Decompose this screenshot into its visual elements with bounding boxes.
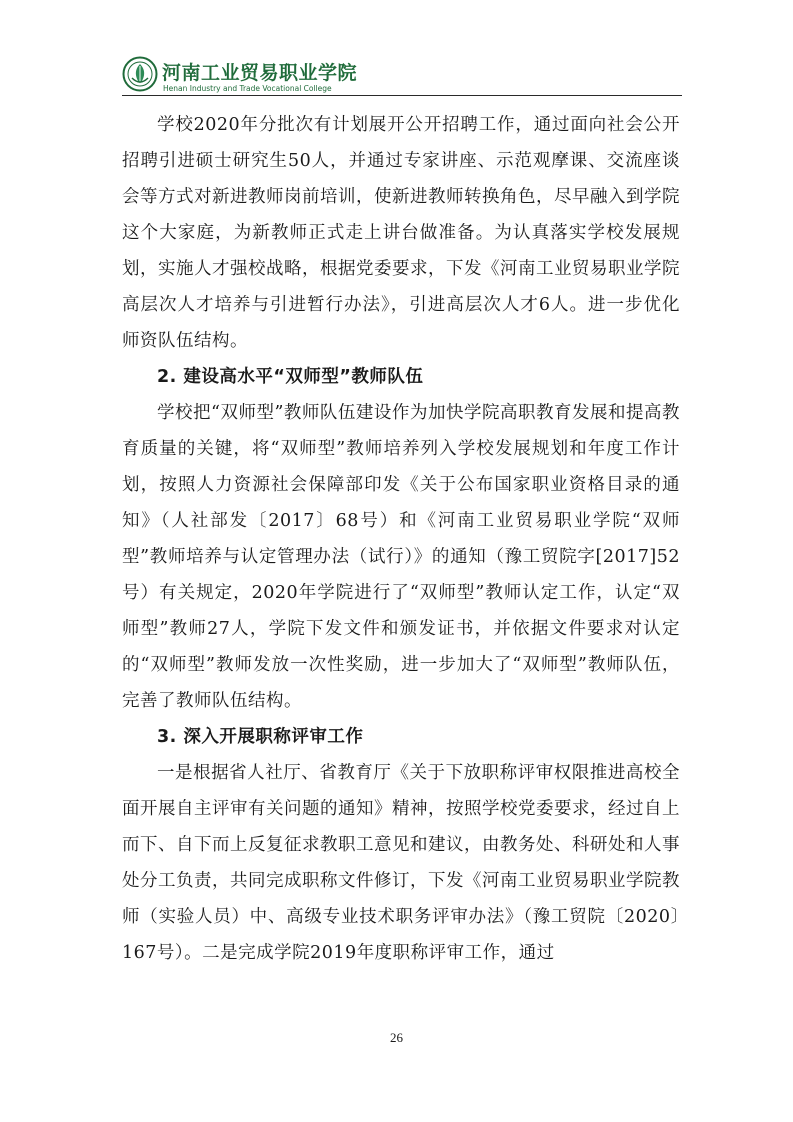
section-heading-2: 2. 建设高水平“双师型”教师队伍 [157, 367, 424, 387]
section-heading-3: 3. 深入开展职称评审工作 [157, 727, 364, 747]
school-name-cn: 河南工业贸易职业学院 [162, 62, 358, 84]
school-name-en: Henan Industry and Trade Vocational College [163, 84, 332, 93]
header-divider [122, 95, 682, 96]
paragraph-title-review: 一是根据省人社厅、省教育厅《关于下放职称评审权限推进高校全面开展自主评审有关问题的通知》精神，按照学校党委要求，经过自上而下、自下而上反复征求教职工意见和建议，由教务处、科研处和人事处分工负责，共同完成职称文件修订，下发《河南工业贸易职业学院教师（实验人员）中、高级专业技术职务评审办法》（豫工贸院〔2020〕167号）。二是完成学院2019年度职称评审工作，通过 [122, 763, 680, 963]
paragraph-dual-teacher: 学校把“双师型”教师队伍建设作为加快学院高职教育发展和提高教育质量的关键，将“双师型”教师培养列入学校发展规划和年度工作计划，按照人力资源社会保障部印发《关于公布国家职业资格目录的通知》（人社部发〔2017〕68号）和《河南工业贸易职业学院“双师型”教师培养与认定管理办法（试行）》的通知（豫工贸院字[2017]52号）有关规定，2020年学院进行了“双师型”教师认定工作，认定“双师型”教师27人，学院下发文件和颁发证书，并依据文件要求对认定的“双师型”教师发放一次性奖励，进一步加大了“双师型”教师队伍，完善了教师队伍结构。 [122, 403, 680, 711]
page-number: 26 [390, 1030, 403, 1045]
paragraph-recruitment: 学校2020年分批次有计划展开公开招聘工作，通过面向社会公开招聘引进硕士研究生50人，并通过专家讲座、示范观摩课、交流座谈会等方式对新进教师岗前培训，使新进教师转换角色，尽早融入到学院这个大家庭，为新教师正式走上讲台做准备。为认真落实学校发展规划，实施人才强校战略，根据党委要求，下发《河南工业贸易职业学院高层次人才培养与引进暂行办法》，引进高层次人才6人。进一步优化师资队伍结构。 [122, 115, 680, 351]
document-body [122, 107, 680, 971]
school-emblem-icon [122, 56, 158, 92]
